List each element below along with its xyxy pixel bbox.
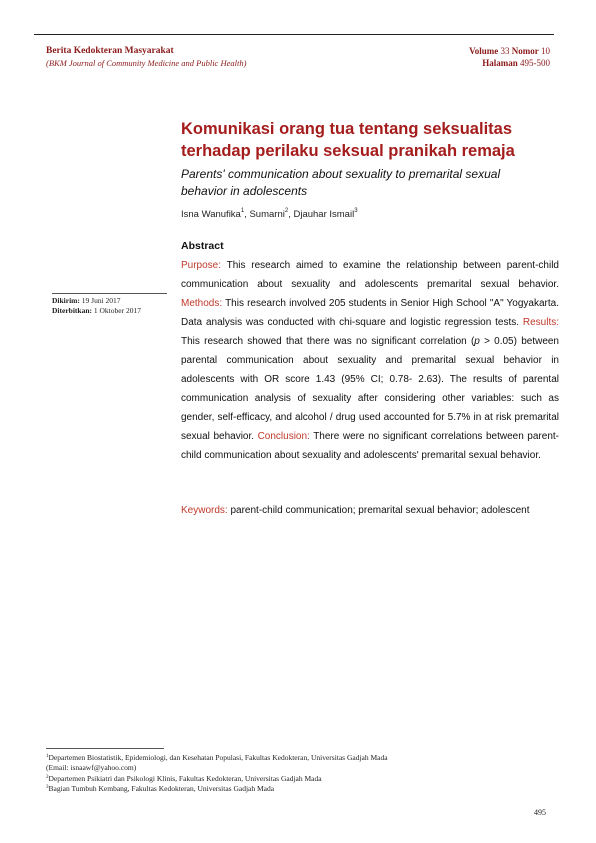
pages-line xyxy=(469,57,550,69)
published-value: 1 Oktober 2017 xyxy=(93,306,141,315)
abstract-heading: Abstract xyxy=(181,240,224,252)
results-label: Results: xyxy=(522,317,559,328)
footnote xyxy=(46,783,388,794)
footnote-text: Bagian Tumbuh Kembang, Fakultas Kedokteran, Universitas Gadjah Mada xyxy=(48,784,275,794)
footnote-text: (Email: isnaawf@yahoo.com) xyxy=(46,762,137,772)
footnote xyxy=(46,773,388,784)
purpose-label: Purpose: xyxy=(181,260,222,271)
methods-label: Methods: xyxy=(181,298,223,309)
author-list: Isna Wanufika$^1$, Sumarni$^2$, Djauhar Ismail$^3$ xyxy=(181,208,358,220)
dates-rule xyxy=(52,293,167,294)
footnote-text: Departemen Biostatistik, Epidemiologi, dan Kesehatan Populasi, Fakultas Kedokteran, Universitas Gadjah Mada xyxy=(48,753,388,762)
footnote xyxy=(46,752,388,763)
footnote-mark: 1 xyxy=(46,754,49,759)
footnote-rule xyxy=(46,748,164,749)
issue-label: Nomor xyxy=(511,46,539,56)
keywords-text: parent-child communication; premarital sexual behavior; adolescent xyxy=(230,505,530,516)
journal-name: Berita Kedokteran Masyarakat xyxy=(46,46,174,56)
author-affiliation-mark: 2 xyxy=(284,208,289,214)
received-label: Dikirim: xyxy=(52,296,80,305)
author-name: Sumarni xyxy=(249,209,285,220)
keywords xyxy=(181,501,559,520)
pages-value: 495-500 xyxy=(520,58,550,68)
footnotes xyxy=(46,752,388,794)
pages-label: Halaman xyxy=(482,58,518,68)
purpose-text: This research aimed to examine the relationship between parent-child communication about sexuality and adolescents premarital sexual behavior. xyxy=(181,260,559,290)
volume-line xyxy=(469,45,550,57)
results-text: This research showed that there was no significant correlation ( xyxy=(181,336,475,347)
published-date-line xyxy=(52,306,141,316)
journal-header xyxy=(46,45,246,69)
footnote-mark: 2 xyxy=(46,774,49,780)
footnote-mark: 3 xyxy=(46,785,49,791)
results-text-continued: > 0.05) between parental communication about sexuality and premarital sexual behavior in adolescents with OR score 1.43 (95% CI; 0.78- 2.63). The results of parental communication analysis of sexuality after considering other variables: such as gender, self-efficacy, and alcohol / drug used accounted for 5.7% in at risk premarital sexual behavior. xyxy=(181,336,559,442)
volume-label: Volume xyxy=(469,46,499,56)
volume-value: 33 xyxy=(500,46,510,56)
page-number: 495 xyxy=(534,808,546,817)
header-rule xyxy=(34,34,554,35)
author-affiliation-mark: 1 xyxy=(240,208,245,214)
abstract-body xyxy=(181,256,559,465)
journal-issue-info xyxy=(469,45,550,69)
submission-dates xyxy=(52,296,141,316)
issue-value: 10 xyxy=(541,46,550,56)
article-subtitle: Parents' communication about sexuality to premarital sexual behavior in adolescents xyxy=(181,167,501,198)
footnote xyxy=(46,763,388,773)
received-value: 19 Juni 2017 xyxy=(81,296,121,305)
methods-text: This research involved 205 students in Senior High School "A" Yogyakarta. Data analysis was conducted with chi-square and logistic regression tests. xyxy=(181,298,559,328)
p-value-symbol: p xyxy=(474,336,480,347)
author-affiliation-mark: 3 xyxy=(354,208,358,214)
keywords-label: Keywords: xyxy=(181,505,228,516)
journal-subtitle: (BKM Journal of Community Medicine and Public Health) xyxy=(46,58,247,68)
footnote-text: Departemen Psikiatri dan Psikologi Klinis, Fakultas Kedokteran, Universitas Gadjah Mada xyxy=(48,773,322,783)
received-date-line xyxy=(52,296,141,306)
author-name: Isna Wanufika xyxy=(181,209,241,220)
conclusion-label: Conclusion: xyxy=(257,431,310,442)
article-title: Komunikasi orang tua tentang seksualitas terhadap perilaku seksual pranikah remaja xyxy=(181,120,515,160)
author-name: Djauhar Ismail xyxy=(293,209,355,220)
conclusion-text: There were no significant correlations between parent-child communication about sexuality and adolescents' premarital sexual behavior. xyxy=(181,431,559,461)
published-label: Diterbitkan: xyxy=(52,306,92,315)
